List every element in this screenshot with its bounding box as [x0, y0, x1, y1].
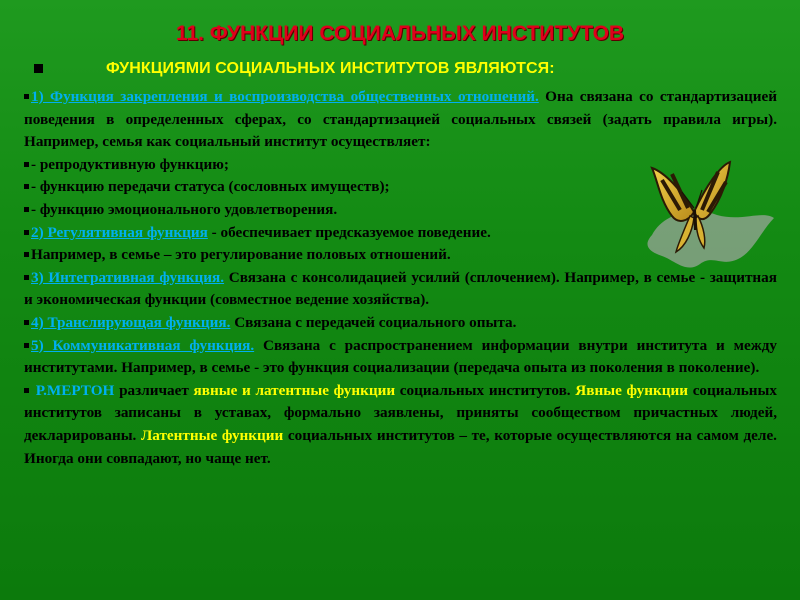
paragraph-5 [24, 335, 777, 380]
bullet-icon [24, 162, 29, 167]
bullet-icon [24, 388, 29, 393]
function-5-text: Связана с распространением информации внутри института и между институтами. Например, в семье - это функция социализации (передача опыта из поколения в поколение). [24, 336, 777, 377]
paragraph-merton: Р.МЕРТОН различает явные и латентные функции социальных институтов. Явные функции социальных институтов записаны в уставах, формально заявлены, приняты сообществом причастных людей, декларированы. Латентные функции социальных институтов – те, которые осуществляются на самом деле. Иногда они совпадают, но чаще нет. [24, 381, 778, 467]
function-3-text: Связана с консолидацией усилий (сплочением). Например, в семье - защитная и экономическая функции (совместное ведение хозяйства). [24, 268, 777, 309]
bullet-icon [24, 184, 29, 189]
bullet-icon [24, 320, 29, 325]
bullet-icon [24, 275, 29, 280]
highlight-latent: Латентные функции [140, 426, 284, 444]
function-4-text: Связана с передачей социального опыта. [230, 313, 517, 331]
list-item: - функцию эмоционального удовлетворения. [24, 199, 777, 222]
subtitle-row [34, 60, 774, 84]
list-item: - репродуктивную функцию; [24, 154, 777, 177]
function-1-text: Она связана со стандартизацией поведения в определенных сферах, со стандартизацией социальных связей (задать правила игры). Например, семья как социальный институт осуществляет: [24, 88, 777, 151]
bullet-icon [24, 94, 29, 99]
bullet-icon [24, 252, 29, 257]
bullet-icon [24, 207, 29, 212]
function-1-heading: 1) Функция закрепления и воспроизводства общественных отношений. [31, 88, 539, 105]
highlight-explicit-latent: явные и латентные функции [193, 381, 396, 399]
subtitle: ФУНКЦИЯМИ СОЦИАЛЬНЫХ ИНСТИТУТОВ ЯВЛЯЮТСЯ: [106, 60, 555, 77]
function-3-heading: 3) Интегративная функция. [31, 268, 225, 286]
bullet-icon [24, 230, 29, 235]
function-2-heading: 2) Регулятивная функция [31, 223, 208, 241]
function-2-text: - обеспечивает предсказуемое поведение. [207, 223, 491, 241]
highlight-explicit: Явные функции [575, 381, 688, 399]
function-4-heading: 4) Транслирующая функция. [31, 313, 231, 331]
paragraph-1 [24, 86, 777, 154]
paragraph-3 [24, 267, 777, 312]
content-area [24, 86, 777, 470]
merton-name: Р.МЕРТОН [35, 381, 115, 399]
paragraph-4 [24, 312, 777, 335]
function-5-heading: 5) Коммуникативная функция. [31, 336, 255, 354]
list-item: - функцию передачи статуса (сословных имуществ); [24, 176, 777, 199]
bullet-icon [24, 343, 29, 348]
page-title: 11. ФУНКЦИИ СОЦИАЛЬНЫХ ИНСТИТУТОВ [175, 22, 625, 45]
paragraph-2 [24, 222, 777, 245]
bullet-icon [34, 64, 43, 73]
list-item: Например, в семье – это регулирование половых отношений. [24, 244, 777, 267]
